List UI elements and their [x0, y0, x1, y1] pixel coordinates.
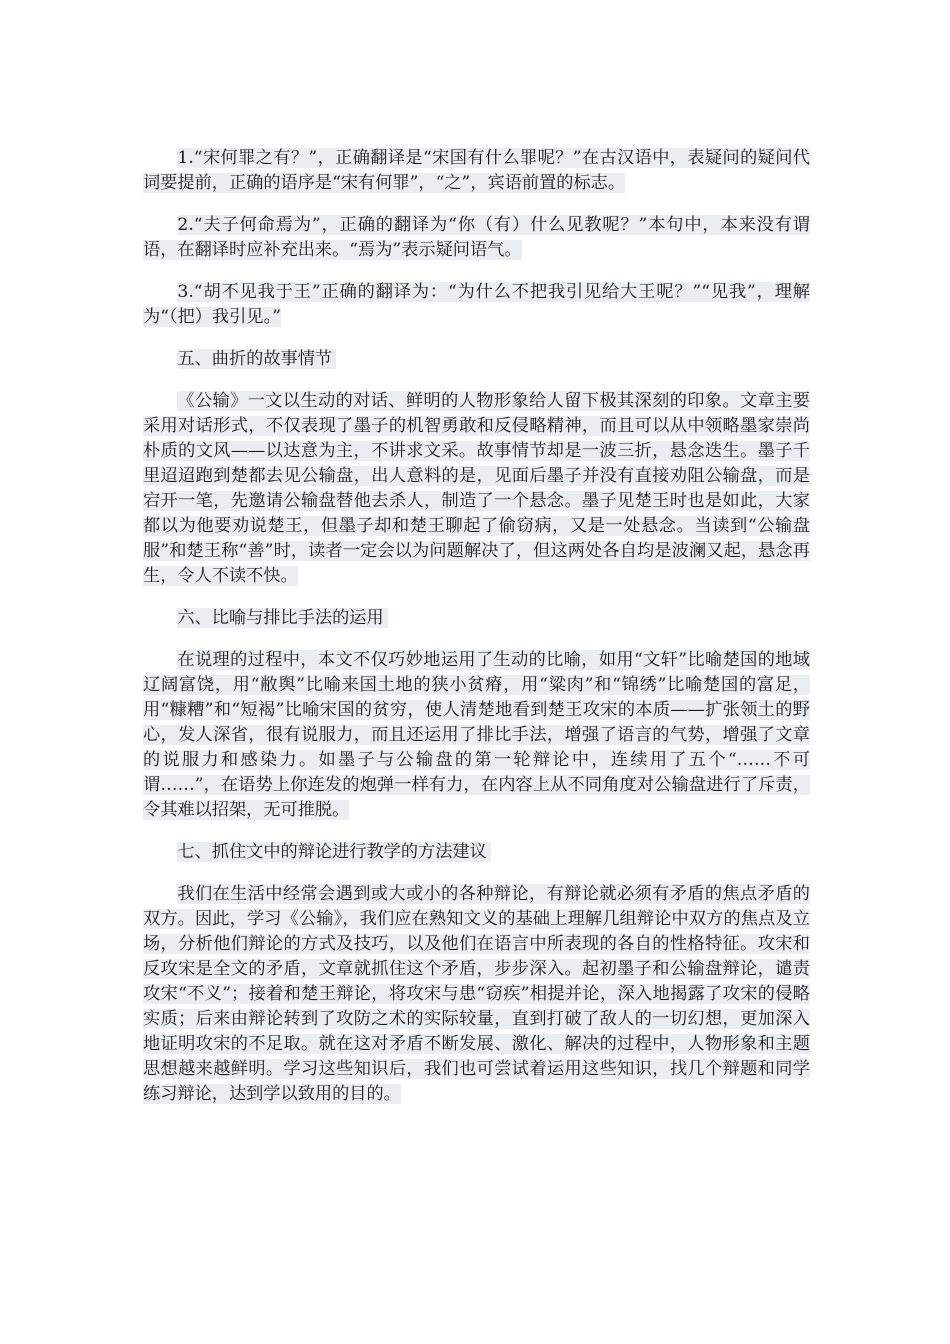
section-heading-6: 六、比喻与排比手法的运用: [143, 606, 810, 631]
section-heading-7: 七、抓住文中的辩论进行教学的方法建议: [143, 840, 810, 865]
paragraph-translation-3: 3.“胡不见我于王”正确的翻译为：“为什么不把我引见给大王呢？”“见我”，理解为“（把）我引见。”: [143, 282, 810, 327]
paragraph-metaphor: 在说理的过程中，本文不仅巧妙地运用了生动的比喻，如用“文轩”比喻楚国的地域辽阔富饶，用“敝舆”比喻来国土地的狭小贫瘠，用“粱肉”和“锦绣”比喻楚国的富足，用“糠糟”和“短褐”比喻宋国的贫穷，使人清楚地看到楚王攻宋的本质——扩张领土的野心，发人深省，很有说服力，而且还运用了排比手法，增强了语言的气势，增强了文章的说服力和感染力。如墨子与公输盘的第一轮辩论中，连续用了五个“……不可谓……”，在语势上你连发的炮弹一样有力，在内容上从不同角度对公输盘进行了斥责，令其难以招架，无可推脱。: [143, 650, 810, 820]
paragraph-plot: 《公输》一文以生动的对话、鲜明的人物形象给人留下极其深刻的印象。文章主要采用对话形式，不仅表现了墨子的机智勇敢和反侵略精神，而且可以从中领略墨家崇尚朴质的文风——以达意为主，不讲求文采。故事情节却是一波三折，悬念迭生。墨子千里迢迢跑到楚都去见公输盘，出人意料的是，见面后墨子并没有直接劝阻公输盘，而是宕开一笔，先邀请公输盘替他去杀人，制造了一个悬念。墨子见楚王时也是如此，大家都以为他要劝说楚王，但墨子却和楚王聊起了偷窃病，又是一处悬念。当读到“公输盘服”和楚王称“善”时，读者一定会以为问题解决了，但这两处各自均是波澜又起，悬念再生，令人不读不快。: [143, 391, 810, 586]
section-heading-5: 五、曲折的故事情节: [143, 347, 810, 372]
paragraph-translation-1: 1.“宋何罪之有？”，正确翻译是“宋国有什么罪呢？”在古汉语中，表疑问的疑问代词要提前，正确的语序是“宋有何罪”，“之”，宾语前置的标志。: [143, 148, 810, 193]
paragraph-translation-2: 2.“夫子何命焉为”，正确的翻译为“你（有）什么见教呢？”本句中，本来没有谓语，在翻译时应补充出来。“焉为”表示疑问语气。: [143, 215, 810, 260]
document-body: [143, 146, 810, 1124]
paragraph-debate: 我们在生活中经常会遇到或大或小的各种辩论，有辩论就必须有矛盾的焦点矛盾的双方。因此，学习《公输》，我们应在熟知文义的基础上理解几组辩论中双方的焦点及立场，分析他们辩论的方式及技巧，以及他们在语言中所表现的各自的性格特征。攻宋和反攻宋是全文的矛盾，文章就抓住这个矛盾，步步深入。起初墨子和公输盘辩论，谴责攻宋“不义”；接着和楚王辩论，将攻宋与患“窃疾”相提并论，深入地揭露了攻宋的侵略实质；后来由辩论转到了攻防之术的实际较量，直到打破了敌人的一切幻想，更加深入地证明攻宋的不足取。就在这对矛盾不断发展、激化、解决的过程中，人物形象和主题思想越来越鲜明。学习这些知识后，我们也可尝试着运用这些知识，找几个辩题和同学练习辩论，达到学以致用的目的。: [143, 884, 810, 1104]
